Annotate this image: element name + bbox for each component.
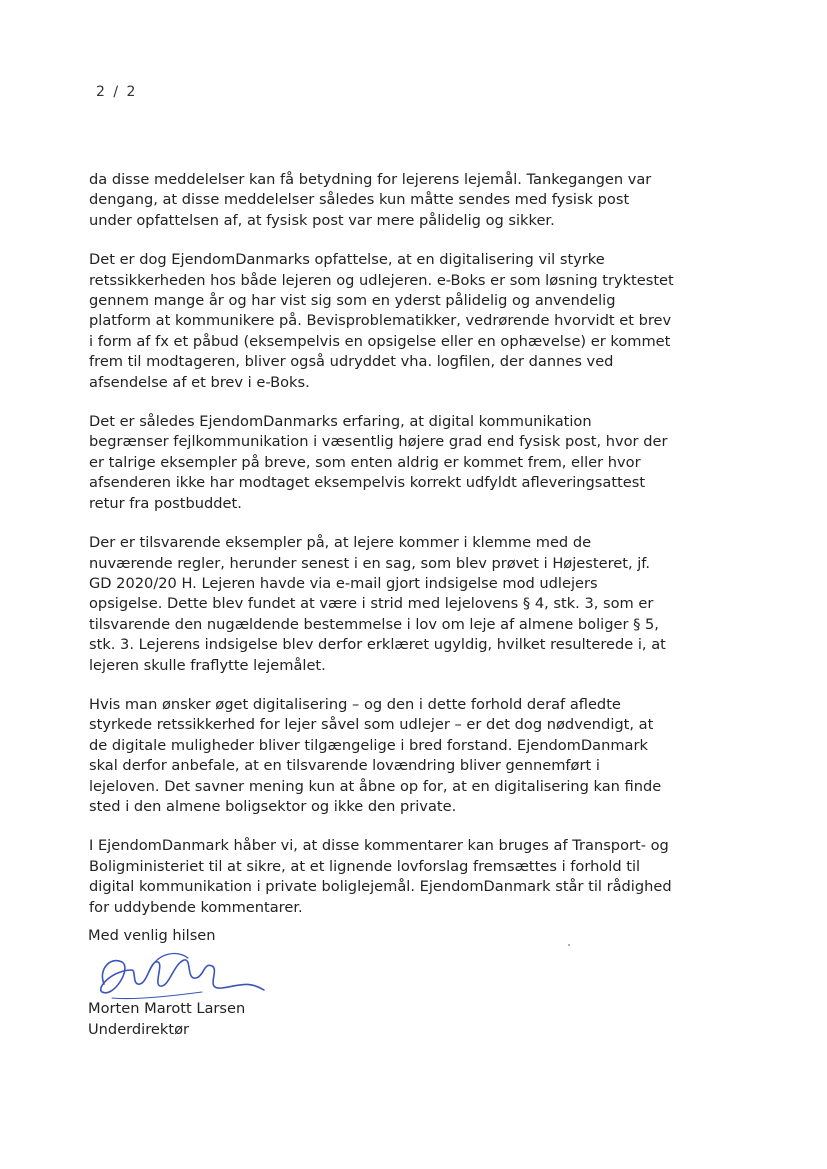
paragraph-4: Der er tilsvarende eksempler på, at lejere kommer i klemme med de nuværende regler, herunder senest i en sag, som blev prøvet i Højesteret, jf. GD 2020/20 H. Lejeren havde via e-mail gjort indsigelse mod udlejers opsigelse. Dette blev fundet at være i strid med lejelovens § 4, stk. 3, som er tilsvarende den nugældende bestemmelse i lov om leje af almene boliger § 5, stk. 3. Lejerens indsigelse blev derfor erklæret ugyldig, hvilket resulterede i, at lejeren skulle fraflytte lejemålet. — [89, 534, 666, 674]
paragraph-5: Hvis man ønsker øget digitalisering – og den i dette forhold deraf afledte styrkede retssikkerhed for lejer såvel som udlejer – er det dog nødvendigt, at de digitale muligheder bliver tilgængelige i bred forstand. EjendomDanmark skal derfor anbefale, at en tilsvarende lovændring bliver gennemført i lejeloven. Det savner mening kun at åbne op for, at en digitalisering kan finde sted i den almene boligsektor og ikke den private. — [89, 695, 662, 815]
paragraph-6: I EjendomDanmark håber vi, at disse kommentarer kan bruges af Transport- og Boligministeriet til at sikre, at et lignende lovforslag fremsættes i forhold til digital kommunikation i private boliglejemål. EjendomDanmark står til rådighed for uddybende kommentarer. — [89, 837, 672, 916]
signer-name: Morten Marott Larsen — [88, 1000, 246, 1017]
closing-greeting: Med venlig hilsen — [88, 927, 216, 944]
signer-title: Underdirektør — [88, 1021, 189, 1038]
scan-speck — [568, 944, 570, 946]
letter-body — [89, 170, 675, 937]
page-number: 2 / 2 — [96, 84, 138, 100]
paragraph-2: Det er dog EjendomDanmarks opfattelse, at en digitalisering vil styrke retssikkerheden hos både lejeren og udlejeren. e-Boks er som løsning tryktestet gennem mange år og har vist sig som en yderst pålidelig og anvendelig platform at kommunikere på. Bevisproblematikker, vedrørende hvorvidt et brev i form af fx et påbud (eksempelvis en opsigelse eller en ophævelse) er kommet frem til modtageren, bliver også udryddet vha. logfilen, der dannes ved afsendelse af et brev i e-Boks. — [89, 251, 674, 391]
paragraph-3: Det er således EjendomDanmarks erfaring, at digital kommunikation begrænser fejlkommunikation i væsentlig højere grad end fysisk post, hvor der er talrige eksempler på breve, som enten aldrig er kommet frem, eller hvor afsenderen ikke har modtaget eksempelvis korrekt udfyldt afleveringsattest retur fra postbuddet. — [89, 413, 668, 512]
signer-block — [88, 998, 245, 1040]
paragraph-1: da disse meddelelser kan få betydning for lejerens lejemål. Tankegangen var dengang, at disse meddelelser således kun måtte sendes med fysisk post under opfattelsen af, at fysisk post var mere pålidelig og sikker. — [89, 171, 652, 229]
